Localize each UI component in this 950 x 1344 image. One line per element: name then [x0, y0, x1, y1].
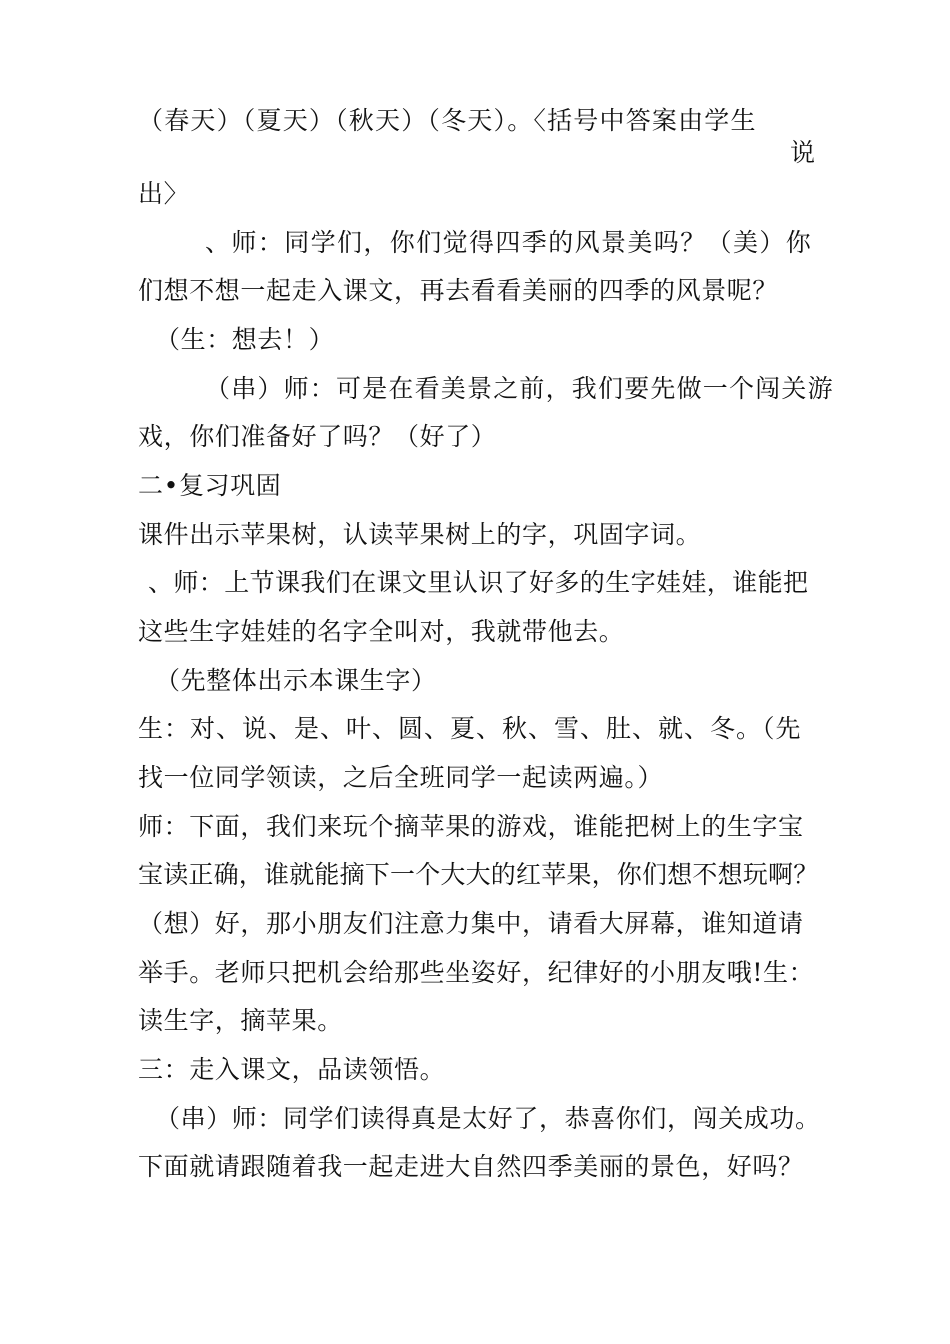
text-line: （串）师：同学们读得真是太好了，恭喜你们，闯关成功。	[155, 1104, 821, 1133]
text-line: 、师：上节课我们在课文里认识了好多的生字娃娃，谁能把	[148, 568, 809, 597]
text-line: 课件出示苹果树，认读苹果树上的字，巩固字词。	[138, 520, 702, 549]
text-line: （串）师：可是在看美景之前，我们要先做一个闯关游	[205, 374, 834, 403]
text-line: （想）好，那小朋友们注意力集中，请看大屏幕，谁知道请	[138, 909, 804, 938]
section-heading: 三：走入课文，品读领悟。	[138, 1055, 446, 1084]
text-line: 找一位同学领读，之后全班同学一起读两遍。）	[138, 763, 664, 792]
text-line: 举手。老师只把机会给那些坐姿好，纪律好的小朋友哦!生：	[138, 958, 815, 987]
text-line: 宝读正确，谁就能摘下一个大大的红苹果，你们想不想玩啊？	[138, 860, 819, 889]
section-heading: 二•复习巩固	[138, 471, 282, 500]
text-line: 戏，你们准备好了吗？（好了）	[138, 422, 497, 451]
text-line: 这些生字娃娃的名字全叫对，我就带他去。	[138, 617, 625, 646]
text-line: （生：想去！）	[155, 325, 335, 354]
text-line: 下面就请跟随着我一起走进大自然四季美丽的景色，好吗？	[138, 1152, 804, 1181]
text-line: 出〉	[138, 179, 190, 208]
text-line: 师：下面，我们来玩个摘苹果的游戏，谁能把树上的生字宝	[138, 812, 804, 841]
text-line: 生：对、说、是、叶、圆、夏、秋、雪、肚、就、冬。（先	[138, 714, 802, 743]
text-line: 读生字，摘苹果。	[138, 1006, 343, 1035]
text-line: 说	[789, 138, 815, 167]
text-line: 们想不想一起走入课文，再去看看美丽的四季的风景呢？	[138, 276, 779, 305]
text-line: （春天）（夏天）（秋天）（冬天）。〈括号中答案由学生	[138, 106, 757, 135]
text-line: 、师：同学们，你们觉得四季的风景美吗？（美）你	[205, 228, 813, 257]
text-line: （先整体出示本课生字）	[155, 666, 437, 695]
